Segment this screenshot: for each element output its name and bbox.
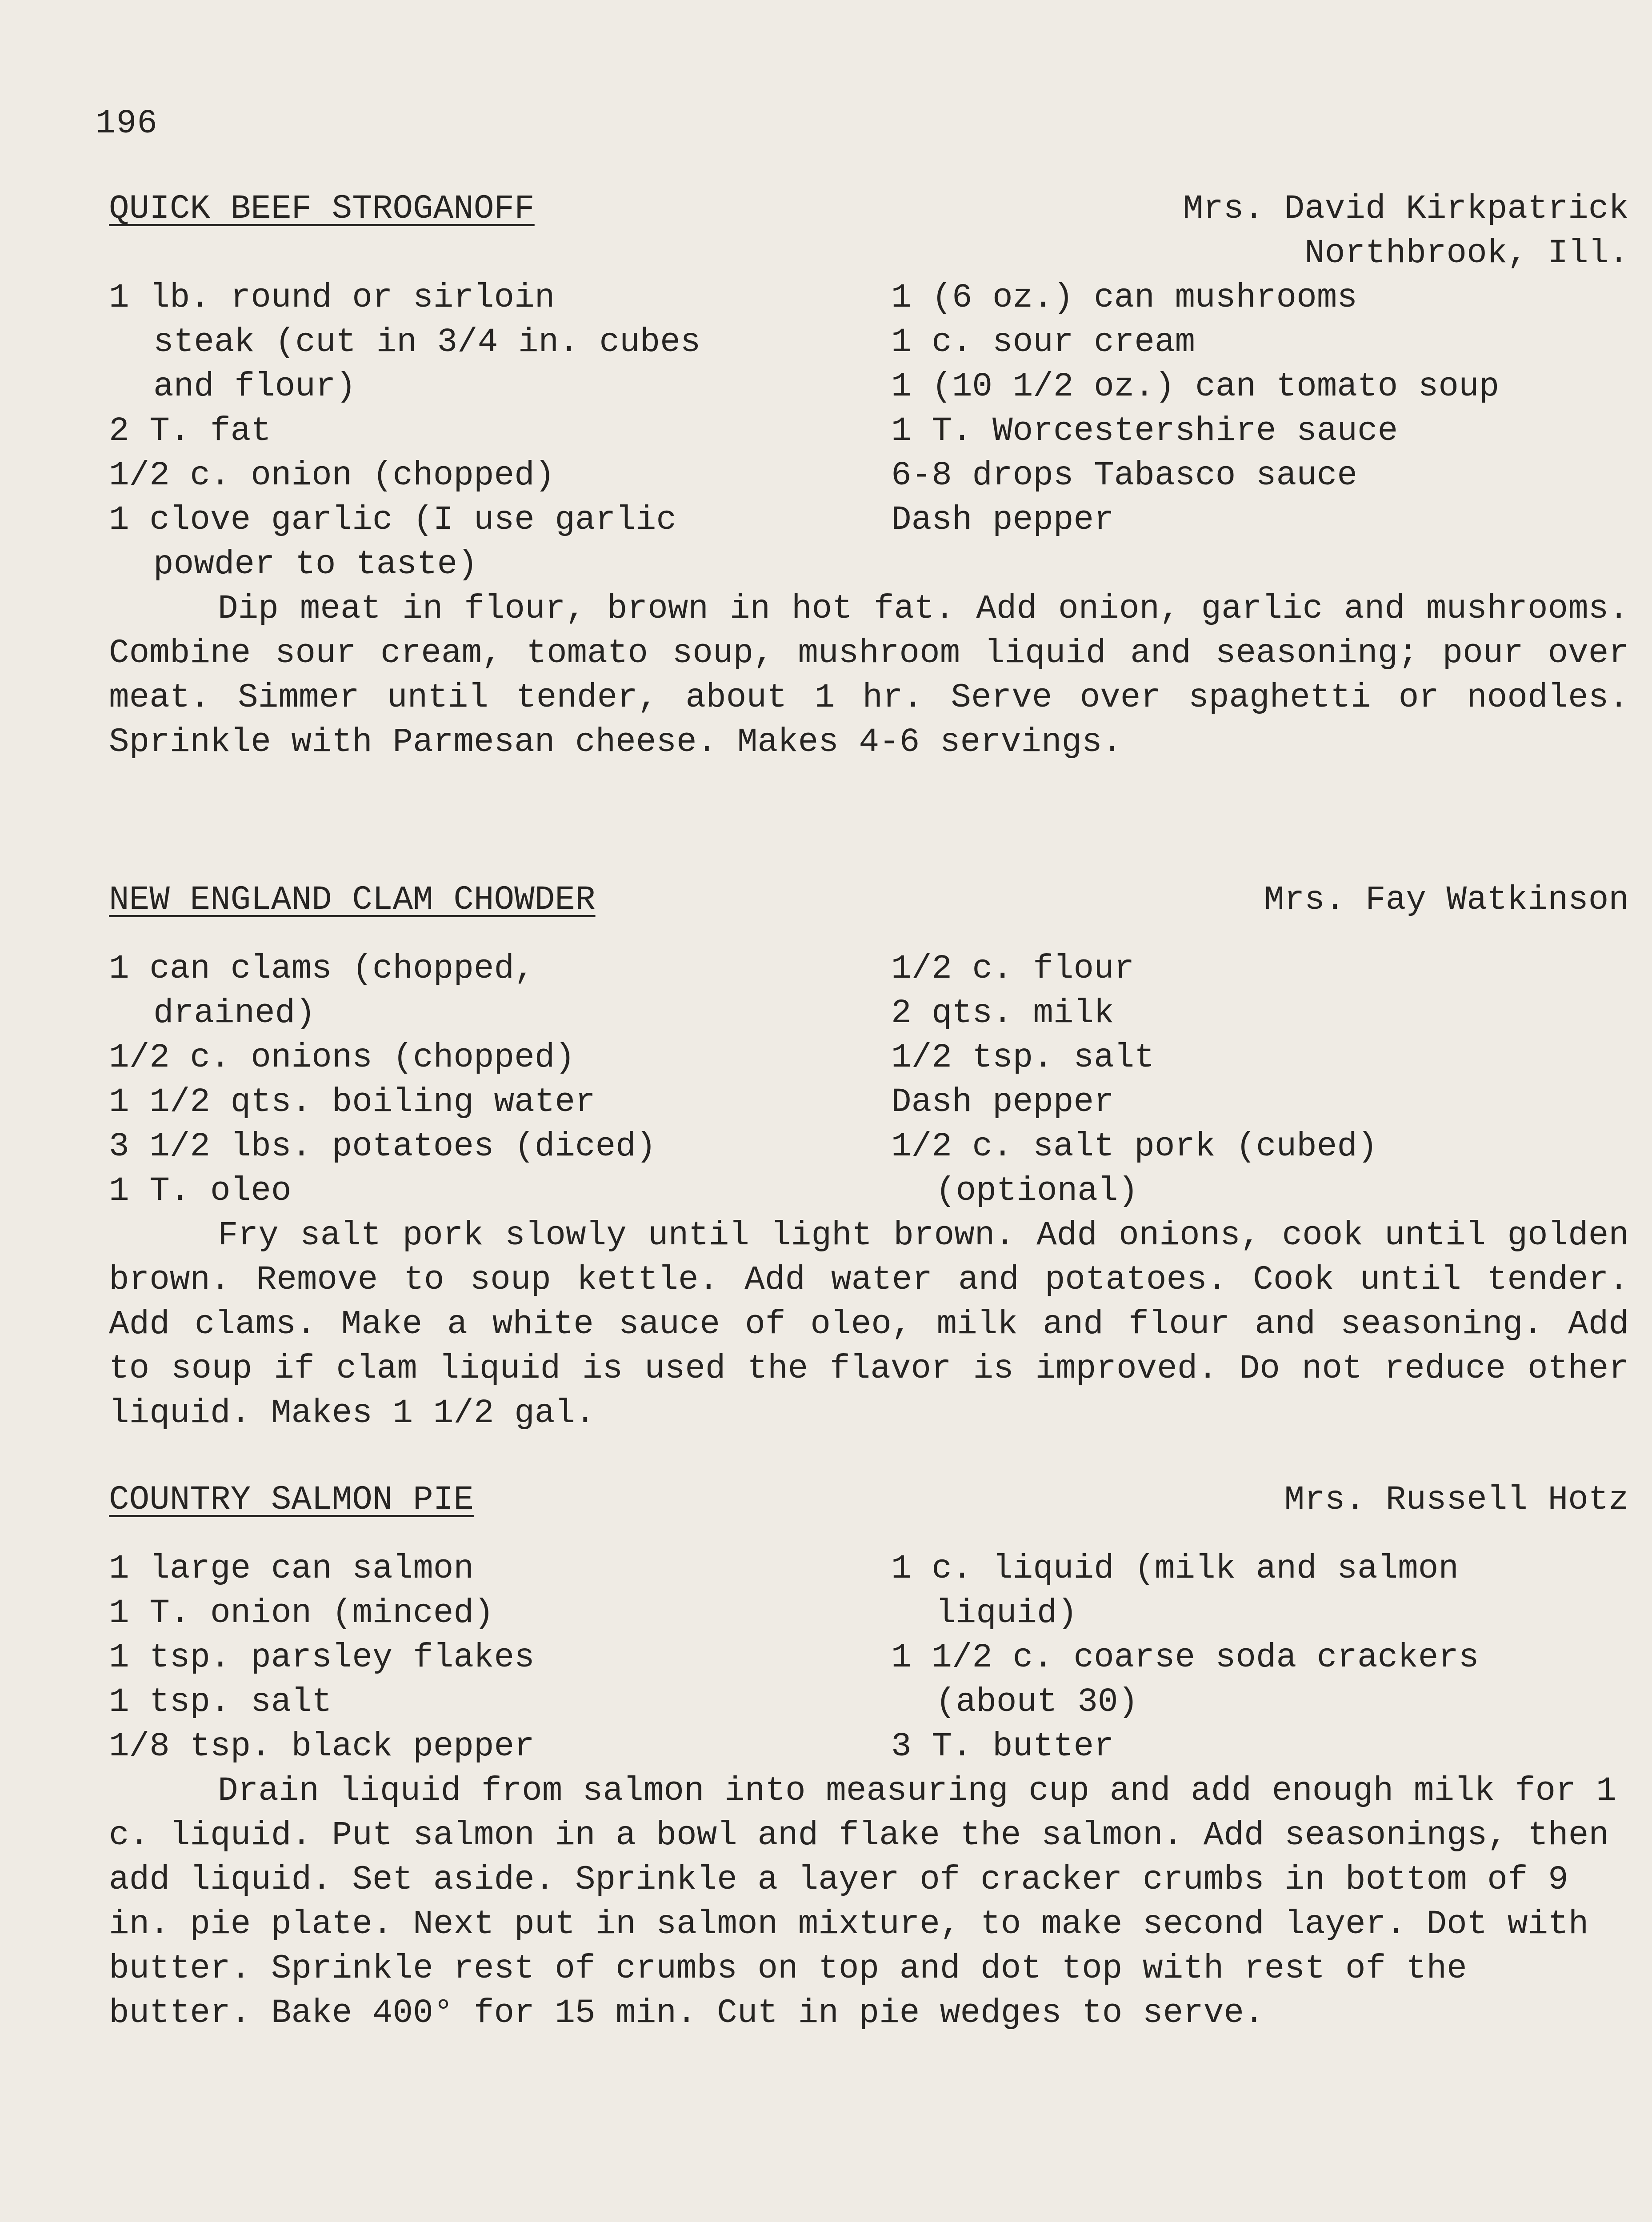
recipe-directions: Drain liquid from salmon into measuring cup and add enough milk for 1 c. liquid. Put salmon in a bowl and flake the salmon. Add seasonings, then add liquid. Set aside. Sprinkle a layer of cracker crumbs in bottom of 9 in. pie plate. Next put in salmon mixture, to make second layer. Dot with butter. Sprinkle rest of crumbs on top and dot top with rest of the butter. Bake 400° for 15 min. Cut in pie wedges to serve. — [109, 1772, 1616, 2032]
ingredient: 1/2 c. flour — [891, 950, 1135, 988]
ingredient: powder to taste) — [153, 545, 478, 583]
ingredient: 1 (6 oz.) can mushrooms — [891, 279, 1357, 317]
ingredient: (optional) — [936, 1172, 1139, 1210]
recipe-title: QUICK BEEF STROGANOFF — [109, 190, 535, 228]
ingredient: 1 c. sour cream — [891, 323, 1196, 361]
ingredient: steak (cut in 3/4 in. cubes — [153, 323, 701, 361]
ingredient-column-left — [109, 1547, 891, 1769]
ingredient: Dash pepper — [891, 501, 1114, 539]
ingredient: 1 lb. round or sirloin — [109, 279, 555, 317]
ingredient: 2 T. fat — [109, 412, 271, 450]
ingredient: 6-8 drops Tabasco sauce — [891, 456, 1357, 495]
ingredient: 1 clove garlic (I use garlic — [109, 501, 677, 539]
ingredient: 1/2 c. onion (chopped) — [109, 456, 555, 495]
recipe-new-england-clam-chowder — [109, 878, 1629, 1435]
ingredient: 1/8 tsp. black pepper — [109, 1727, 535, 1766]
ingredient: 1 tsp. salt — [109, 1683, 332, 1721]
ingredient-list — [109, 947, 1629, 1213]
ingredient: 2 qts. milk — [891, 994, 1114, 1032]
contributor-name: Mrs. David Kirkpatrick — [1183, 190, 1629, 228]
contributor-name: Mrs. Russell Hotz — [1284, 1481, 1629, 1519]
recipe-quick-beef-stroganoff — [109, 187, 1629, 764]
contributor-location: Northbrook, Ill. — [1304, 234, 1629, 272]
ingredient: 1 T. Worcestershire sauce — [891, 412, 1398, 450]
ingredient-list — [109, 1547, 1629, 1769]
ingredient: 1/2 tsp. salt — [891, 1039, 1155, 1077]
ingredient: drained) — [153, 994, 316, 1032]
recipe-contributor — [1183, 187, 1629, 276]
recipe-country-salmon-pie — [109, 1478, 1629, 2035]
ingredient-column-right — [891, 276, 1629, 587]
ingredient: 1 can clams (chopped, — [109, 950, 535, 988]
recipe-header — [109, 187, 1629, 272]
ingredient: 1 T. onion (minced) — [109, 1594, 494, 1632]
page-number: 196 — [96, 104, 158, 143]
recipe-directions: Fry salt pork slowly until light brown. Add onions, cook until golden brown. Remove to soup kettle. Add water and potatoes. Cook until tender. Add clams. Make a white sauce of oleo, milk and flour and seasoning. Add to soup if clam liquid is used the flavor is improved. Do not reduce other liquid. Makes 1 1/2 gal. — [109, 1216, 1629, 1432]
recipe-title: COUNTRY SALMON PIE — [109, 1481, 474, 1519]
ingredient: 1 c. liquid (milk and salmon — [891, 1550, 1459, 1588]
ingredient: 3 1/2 lbs. potatoes (diced) — [109, 1127, 656, 1166]
ingredient: liquid) — [936, 1594, 1078, 1632]
ingredient-column-left — [109, 276, 891, 587]
recipe-contributor — [1284, 1478, 1629, 1522]
ingredient: 1/2 c. onions (chopped) — [109, 1039, 575, 1077]
ingredient: 1 1/2 c. coarse soda crackers — [891, 1639, 1479, 1677]
ingredient: 1 tsp. parsley flakes — [109, 1639, 535, 1677]
recipe-header — [109, 1478, 1629, 1522]
ingredient: 1 T. oleo — [109, 1172, 292, 1210]
ingredient-column-left — [109, 947, 891, 1213]
ingredient: 3 T. butter — [891, 1727, 1114, 1766]
recipe-contributor — [1264, 878, 1629, 922]
ingredient: and flour) — [153, 368, 356, 406]
ingredient: Dash pepper — [891, 1083, 1114, 1121]
recipe-title: NEW ENGLAND CLAM CHOWDER — [109, 881, 596, 919]
ingredient-column-right — [891, 947, 1629, 1213]
contributor-name: Mrs. Fay Watkinson — [1264, 881, 1629, 919]
ingredient: 1 1/2 qts. boiling water — [109, 1083, 596, 1121]
recipe-directions: Dip meat in flour, brown in hot fat. Add onion, garlic and mushrooms. Combine sour cream, tomato soup, mushroom liquid and seasoning; pour over meat. Simmer until tender, about 1 hr. Serve over spaghetti or noodles. Sprinkle with Parmesan cheese. Makes 4-6 servings. — [109, 590, 1629, 761]
recipe-header — [109, 878, 1629, 922]
ingredient: (about 30) — [936, 1683, 1139, 1721]
ingredient: 1 (10 1/2 oz.) can tomato soup — [891, 368, 1500, 406]
ingredient: 1 large can salmon — [109, 1550, 474, 1588]
ingredient-column-right — [891, 1547, 1629, 1769]
ingredient-list — [109, 276, 1629, 587]
ingredient: 1/2 c. salt pork (cubed) — [891, 1127, 1378, 1166]
